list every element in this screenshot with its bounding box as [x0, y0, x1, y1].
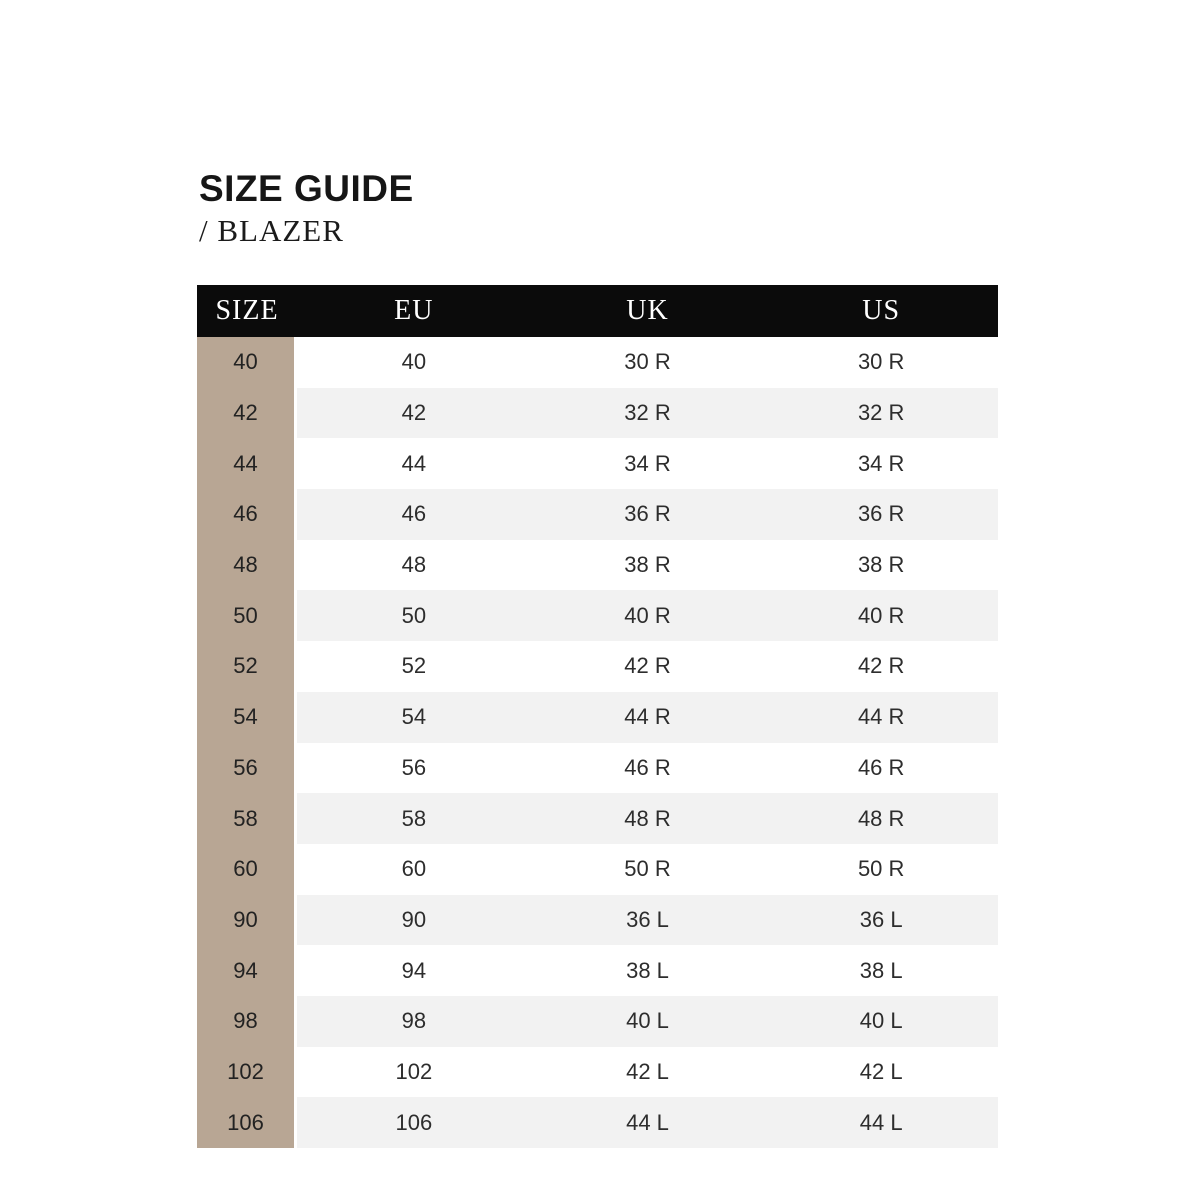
column-header-us: US	[862, 295, 901, 326]
row-strip	[297, 489, 998, 540]
size-cell: 42	[197, 388, 294, 439]
eu-cell: 52	[401, 653, 427, 679]
table-row	[197, 743, 998, 794]
eu-cell: 44	[401, 450, 427, 476]
row-strip	[297, 895, 998, 946]
row-strip	[297, 1047, 998, 1098]
eu-cell: 60	[401, 856, 427, 882]
size-guide-table	[197, 285, 998, 1148]
table-row	[197, 692, 998, 743]
table-row	[197, 996, 998, 1047]
row-strip	[297, 438, 998, 489]
us-cell: 36 R	[857, 501, 905, 527]
eu-cell: 58	[401, 805, 427, 831]
us-cell: 32 R	[857, 400, 905, 426]
us-cell: 42 R	[857, 653, 905, 679]
row-strip	[297, 945, 998, 996]
column-header-size: SIZE	[215, 295, 279, 326]
us-cell: 44 R	[857, 704, 905, 730]
uk-cell: 46 R	[624, 754, 671, 780]
size-cell: 58	[197, 793, 294, 844]
uk-cell: 38 L	[626, 957, 669, 983]
row-strip	[297, 844, 998, 895]
size-cell: 94	[197, 945, 294, 996]
size-cell: 54	[197, 692, 294, 743]
us-cell: 38 L	[859, 957, 903, 983]
size-cell: 52	[197, 641, 294, 692]
us-cell: 36 L	[859, 906, 903, 932]
uk-cell: 44 L	[626, 1109, 669, 1135]
size-cell: 106	[197, 1097, 294, 1148]
eu-cell: 90	[401, 906, 427, 932]
size-cell: 50	[197, 590, 294, 641]
table-row	[197, 438, 998, 489]
table-row	[197, 1047, 998, 1098]
page-subtitle: / BLAZER	[199, 213, 344, 248]
us-cell: 40 L	[859, 1008, 903, 1034]
table-row	[197, 945, 998, 996]
table-row	[197, 590, 998, 641]
table-row	[197, 388, 998, 439]
uk-cell: 40 L	[626, 1008, 669, 1034]
size-cell: 102	[197, 1047, 294, 1098]
uk-cell: 32 R	[624, 400, 671, 426]
uk-cell: 30 R	[624, 349, 671, 375]
row-strip	[297, 641, 998, 692]
row-strip	[297, 388, 998, 439]
uk-cell: 36 R	[624, 501, 671, 527]
uk-cell: 34 R	[624, 450, 671, 476]
eu-cell: 54	[401, 704, 427, 730]
uk-cell: 50 R	[624, 856, 671, 882]
eu-cell: 48	[401, 552, 427, 578]
eu-cell: 42	[401, 400, 427, 426]
eu-cell: 56	[401, 754, 427, 780]
us-cell: 50 R	[857, 856, 905, 882]
eu-cell: 98	[401, 1008, 427, 1034]
us-cell: 34 R	[857, 450, 905, 476]
row-strip	[297, 337, 998, 388]
row-strip	[297, 540, 998, 591]
table-row	[197, 337, 998, 388]
row-strip	[297, 996, 998, 1047]
uk-cell: 36 L	[626, 906, 669, 932]
table-body	[197, 337, 998, 1148]
table-header-row	[197, 285, 998, 337]
us-cell: 44 L	[859, 1109, 903, 1135]
size-cell: 48	[197, 540, 294, 591]
eu-cell: 40	[401, 349, 427, 375]
title-block	[199, 170, 414, 246]
size-cell: 98	[197, 996, 294, 1047]
row-strip	[297, 692, 998, 743]
eu-cell: 46	[401, 501, 427, 527]
us-cell: 38 R	[857, 552, 905, 578]
table-row	[197, 895, 998, 946]
column-header-uk: UK	[626, 295, 669, 326]
table-row	[197, 540, 998, 591]
size-cell: 40	[197, 337, 294, 388]
row-strip	[297, 590, 998, 641]
us-cell: 40 R	[857, 602, 905, 628]
us-cell: 30 R	[857, 349, 905, 375]
table-row	[197, 641, 998, 692]
row-strip	[297, 793, 998, 844]
uk-cell: 48 R	[624, 805, 671, 831]
table-row	[197, 844, 998, 895]
table-row	[197, 489, 998, 540]
uk-cell: 44 R	[624, 704, 671, 730]
column-header-eu: EU	[394, 295, 434, 326]
eu-cell: 94	[401, 957, 427, 983]
us-cell: 42 L	[859, 1058, 903, 1084]
eu-cell: 50	[401, 602, 427, 628]
eu-cell: 102	[395, 1058, 433, 1084]
us-cell: 46 R	[857, 754, 905, 780]
size-cell: 56	[197, 743, 294, 794]
row-strip	[297, 1097, 998, 1148]
size-cell: 44	[197, 438, 294, 489]
size-cell: 90	[197, 895, 294, 946]
row-strip	[297, 743, 998, 794]
table-row	[197, 1097, 998, 1148]
size-cell: 46	[197, 489, 294, 540]
us-cell: 48 R	[857, 805, 905, 831]
eu-cell: 106	[395, 1109, 433, 1135]
size-cell: 60	[197, 844, 294, 895]
uk-cell: 42 L	[626, 1058, 669, 1084]
table-row	[197, 793, 998, 844]
uk-cell: 38 R	[624, 552, 671, 578]
uk-cell: 40 R	[624, 602, 671, 628]
page-title: SIZE GUIDE	[199, 168, 414, 209]
uk-cell: 42 R	[624, 653, 671, 679]
